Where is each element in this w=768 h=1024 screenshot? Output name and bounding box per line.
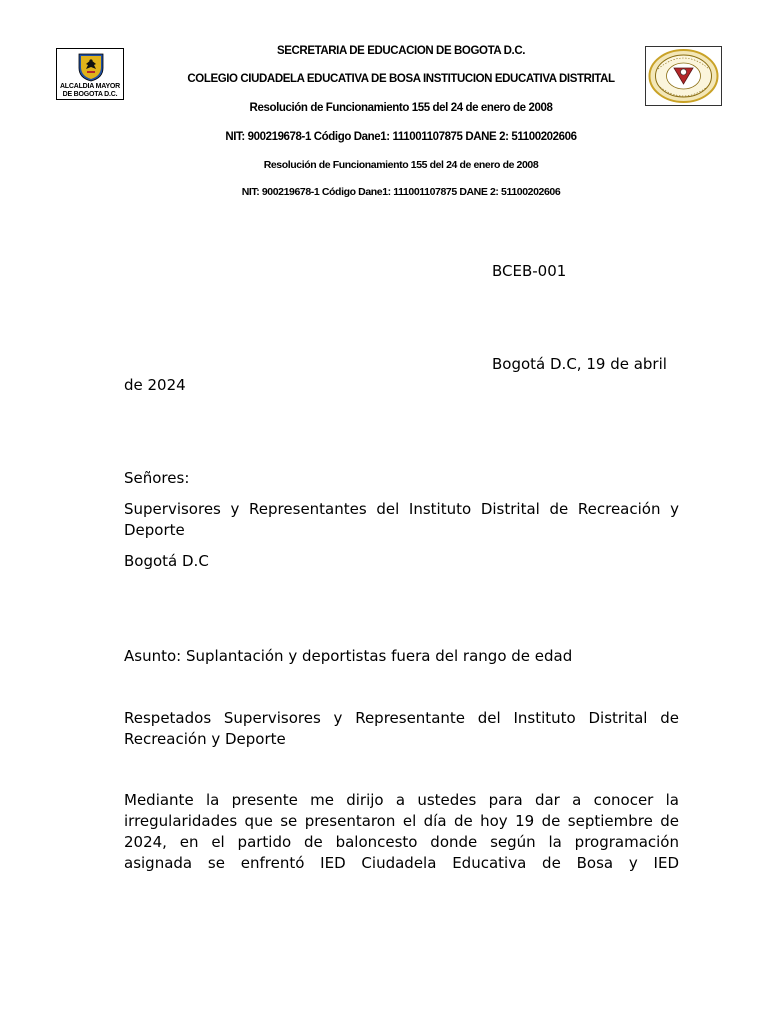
logo-text-line1: ALCALDIA MAYOR bbox=[59, 83, 121, 90]
header-nit: NIT: 900219678-1 Código Dane1: 111001107875 DANE 2: 51100202606 bbox=[225, 131, 577, 143]
body-line2: irregularidades que se presentaron el día de hoy 19 de septiembre de bbox=[124, 812, 679, 830]
header-resolucion-repeat: Resolución de Funcionamiento 155 del 24 de enero de 2008 bbox=[263, 159, 539, 171]
bogota-coat-of-arms-icon bbox=[77, 52, 105, 82]
letter-date-part2: de 2024 bbox=[124, 376, 186, 394]
header-secretaria: SECRETARIA DE EDUCACION DE BOGOTA D.C. bbox=[276, 45, 526, 57]
school-seal-icon bbox=[646, 47, 721, 105]
logo-text-line2: DE BOGOTA D.C. bbox=[62, 91, 118, 98]
greeting-line2: Recreación y Deporte bbox=[124, 730, 286, 748]
header-colegio: COLEGIO CIUDADELA EDUCATIVA DE BOSA INSTITUCION EDUCATIVA DISTRITAL bbox=[187, 73, 615, 85]
body-line3: 2024, en el partido de baloncesto donde según la programación bbox=[124, 833, 679, 851]
recipient-line2: Deporte bbox=[124, 521, 185, 539]
header-resolucion: Resolución de Funcionamiento 155 del 24 de enero de 2008 bbox=[249, 102, 553, 114]
salutation: Señores: bbox=[124, 469, 190, 487]
alcaldia-logo bbox=[56, 48, 124, 100]
header-nit-repeat: NIT: 900219678-1 Código Dane1: 111001107875 DANE 2: 51100202606 bbox=[241, 186, 561, 198]
letter-reference: BCEB-001 bbox=[492, 262, 567, 280]
recipient-city: Bogotá D.C bbox=[124, 552, 209, 570]
greeting-line1: Respetados Supervisores y Representante del Instituto Distrital de bbox=[124, 709, 679, 727]
letter-subject: Asunto: Suplantación y deportistas fuera del rango de edad bbox=[124, 647, 573, 665]
body-line1: Mediante la presente me dirijo a ustedes para dar a conocer la bbox=[124, 791, 679, 809]
school-seal-logo bbox=[645, 46, 722, 106]
recipient-line1: Supervisores y Representantes del Instituto Distrital de Recreación y bbox=[124, 500, 679, 518]
body-line4: asignada se enfrentó IED Ciudadela Educativa de Bosa y IED bbox=[124, 854, 679, 872]
letter-date-part1: Bogotá D.C, 19 de abril bbox=[492, 355, 667, 373]
